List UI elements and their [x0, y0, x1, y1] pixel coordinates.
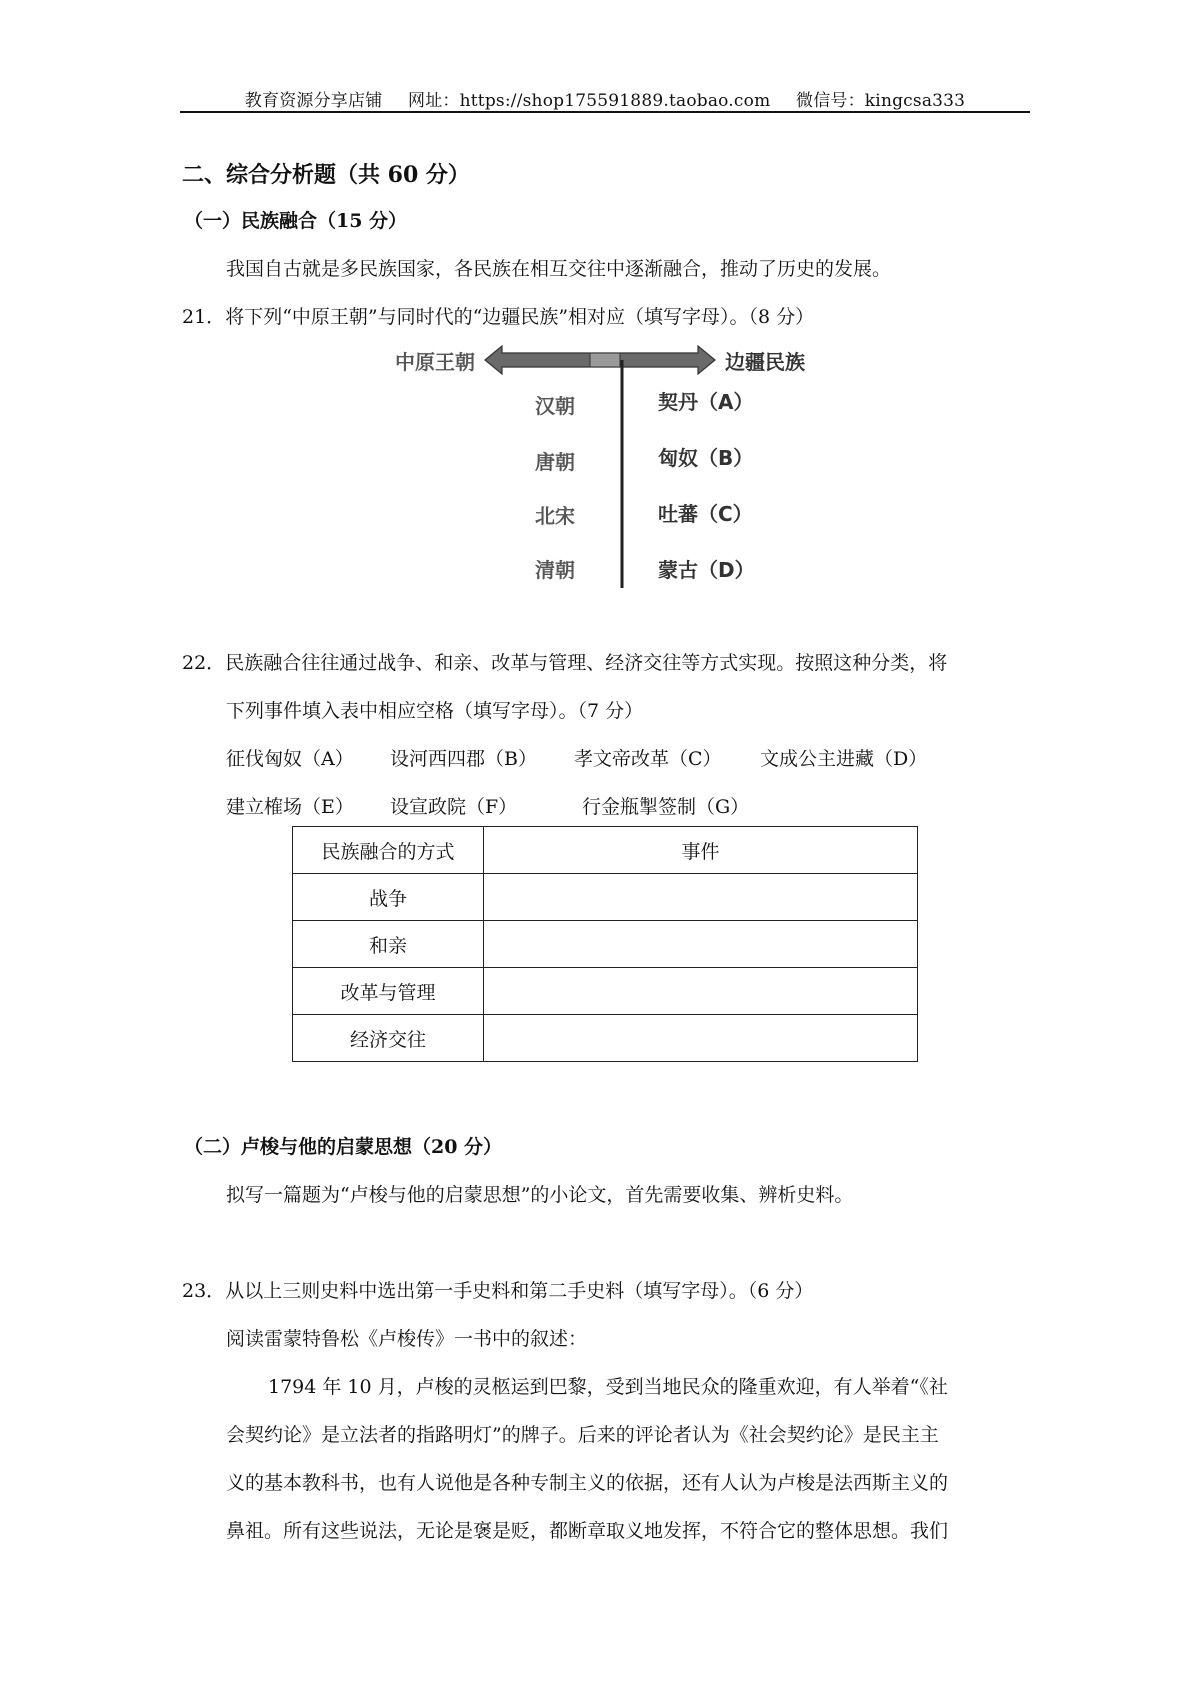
- table-header-row: [293, 827, 918, 874]
- event-item: 设宣政院（F）: [390, 796, 518, 818]
- table-method-cell: 经济交往: [293, 1015, 484, 1062]
- header-shop: 教育资源分享店铺: [244, 91, 383, 111]
- event-item: 征伐匈奴（A）: [226, 748, 354, 770]
- event-item: 建立榷场（E）: [226, 796, 354, 818]
- table-header-cell: 事件: [484, 827, 918, 874]
- header-url: 网址：https://shop175591889.taobao.com: [408, 91, 771, 111]
- q23-reading-intro: 阅读雷蒙特鲁松《卢梭传》一书中的叙述：: [226, 1328, 588, 1350]
- table-header-cell: 民族融合的方式: [293, 827, 484, 874]
- table-row: [293, 1015, 918, 1062]
- passage-line: 会契约论》是立法者的指路明灯”的牌子。后来的评论者认为《社会契约论》是民主主: [226, 1424, 939, 1446]
- diagram-right-label: 边疆民族: [725, 350, 805, 374]
- passage-line: 义的基本教科书，也有人说他是各种专制主义的依据，还有人认为卢梭是法西斯主义的: [226, 1472, 949, 1494]
- table-answer-cell: [484, 968, 918, 1015]
- section-title: 二、综合分析题（共 60 分）: [182, 162, 470, 188]
- event-item: 设河西四郡（B）: [390, 748, 537, 770]
- part2-title: （二）卢梭与他的启蒙思想（20 分）: [184, 1136, 503, 1158]
- people-item: 匈奴（B）: [658, 446, 754, 470]
- table-answer-cell: [484, 921, 918, 968]
- q22-number: 22．: [182, 652, 226, 674]
- q23-text: 从以上三则史料中选出第一手史料和第二手史料（填写字母）。（6 分）: [225, 1280, 814, 1302]
- dynasty-item: 北宋: [535, 504, 575, 528]
- table-answer-cell: [484, 1015, 918, 1062]
- q22-line1: [182, 648, 947, 675]
- q23-line: [182, 1276, 813, 1303]
- table-method-cell: 改革与管理: [293, 968, 484, 1015]
- table-method-cell: 和亲: [293, 921, 484, 968]
- arrow-center-box: [590, 353, 620, 367]
- people-item: 契丹（A）: [658, 390, 754, 414]
- table-method-cell: 战争: [293, 874, 484, 921]
- fusion-table: [292, 826, 918, 1062]
- part1-title: （一）民族融合（15 分）: [184, 210, 408, 232]
- passage-line: 1794 年 10 月，卢梭的灵柩运到巴黎，受到当地民众的隆重欢迎，有人举着“《社: [268, 1376, 948, 1398]
- header-rule: [180, 111, 1030, 113]
- q23-number: 23．: [182, 1280, 226, 1302]
- table-row: [293, 968, 918, 1015]
- q22-text-line1: 民族融合往往通过战争、和亲、改革与管理、经济交往等方式实现。按照这种分类，将: [225, 652, 948, 674]
- part2-intro: 拟写一篇题为“卢梭与他的启蒙思想”的小论文，首先需要收集、辨析史料。: [226, 1184, 854, 1206]
- passage-line: 鼻祖。所有这些说法，无论是褒是贬，都断章取义地发挥，不符合它的整体思想。我们: [226, 1520, 949, 1542]
- event-item: 文成公主进藏（D）: [760, 748, 928, 770]
- q22-text-line2: 下列事件填入表中相应空格（填写字母）。（7 分）: [226, 700, 644, 722]
- dynasty-people-diagram: [380, 340, 830, 595]
- diagram-left-label: 中原王朝: [395, 350, 475, 374]
- part1-intro: 我国自古就是多民族国家，各民族在相互交往中逐渐融合，推动了历史的发展。: [226, 258, 892, 280]
- diagram-graphic: [380, 340, 830, 595]
- dynasty-item: 汉朝: [535, 394, 575, 418]
- q21-line: [182, 302, 814, 329]
- header-wechat: 微信号：kingcsa333: [796, 91, 966, 111]
- table-row: [293, 874, 918, 921]
- page-header: [180, 86, 1030, 111]
- people-item: 吐蕃（C）: [658, 502, 753, 526]
- event-item: 行金瓶掣签制（G）: [582, 796, 750, 818]
- event-item: 孝文帝改革（C）: [574, 748, 722, 770]
- table-row: [293, 921, 918, 968]
- q21-number: 21．: [182, 306, 226, 328]
- dynasty-item: 清朝: [535, 558, 575, 582]
- q21-text: 将下列“中原王朝”与同时代的“边疆民族”相对应（填写字母）。（8 分）: [225, 306, 815, 328]
- dynasty-item: 唐朝: [535, 450, 575, 474]
- table-answer-cell: [484, 874, 918, 921]
- people-item: 蒙古（D）: [658, 558, 755, 582]
